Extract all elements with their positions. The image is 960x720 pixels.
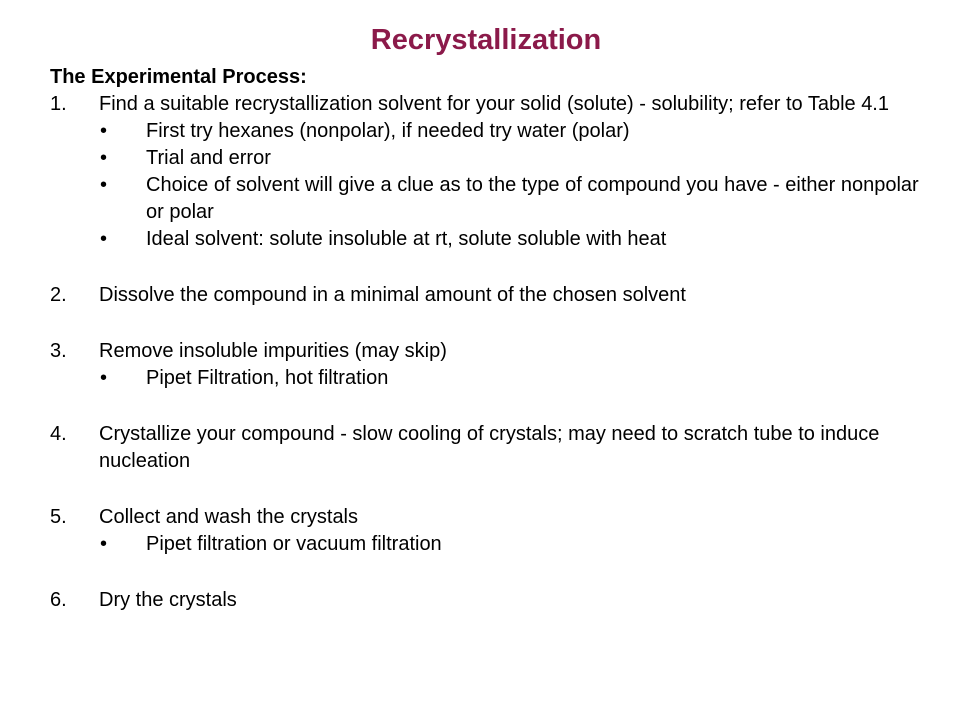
step-4 — [50, 421, 930, 475]
bullet-text: Ideal solvent: solute insoluble at rt, solute soluble with heat — [146, 228, 667, 250]
step-number: 4. — [50, 423, 67, 445]
bullet-item — [50, 145, 930, 172]
step-3 — [50, 338, 930, 365]
bullet-dot: • — [100, 367, 108, 389]
slide-title: Recrystallization — [370, 24, 602, 56]
step-text: Find a suitable recrystallization solvent for your solid (solute) - solubility; refer to Table 4.1 — [99, 93, 889, 115]
bullet-text: Pipet Filtration, hot filtration — [146, 367, 389, 389]
step-number: 3. — [50, 340, 67, 362]
spacer — [50, 392, 930, 421]
step-text: Collect and wash the crystals — [99, 506, 359, 528]
bullet-text: Pipet filtration or vacuum filtration — [146, 533, 442, 555]
bullet-dot: • — [100, 120, 108, 142]
step-text: Dissolve the compound in a minimal amount of the chosen solvent — [99, 284, 686, 306]
step-number: 6. — [50, 589, 67, 611]
section-heading: The Experimental Process: — [50, 66, 307, 88]
step-text: Crystallize your compound - slow cooling of crystals; may need to scratch tube to induce nucleation — [99, 423, 880, 472]
spacer — [50, 309, 930, 338]
step-5 — [50, 504, 930, 531]
bullet-dot: • — [100, 533, 108, 555]
bullet-dot: • — [100, 174, 108, 196]
spacer — [50, 253, 930, 282]
bullet-item — [50, 365, 930, 392]
step-number: 5. — [50, 506, 67, 528]
step-6 — [50, 587, 930, 614]
bullet-text: First try hexanes (nonpolar), if needed try water (polar) — [146, 120, 630, 142]
step-text: Dry the crystals — [99, 589, 237, 611]
bullet-item — [50, 118, 930, 145]
bullet-text: Choice of solvent will give a clue as to the type of compound you have - either nonpolar or polar — [146, 174, 919, 223]
step-number: 1. — [50, 93, 67, 115]
step-text: Remove insoluble impurities (may skip) — [99, 340, 447, 362]
step-number: 2. — [50, 284, 67, 306]
spacer — [50, 558, 930, 587]
bullet-item — [50, 172, 930, 226]
step-1 — [50, 91, 930, 118]
spacer — [50, 475, 930, 504]
bullet-text: Trial and error — [146, 147, 271, 169]
step-2 — [50, 282, 930, 309]
bullet-item — [50, 226, 930, 253]
bullet-item — [50, 531, 930, 558]
bullet-dot: • — [100, 147, 108, 169]
bullet-dot: • — [100, 228, 108, 250]
slide-content — [50, 64, 930, 614]
